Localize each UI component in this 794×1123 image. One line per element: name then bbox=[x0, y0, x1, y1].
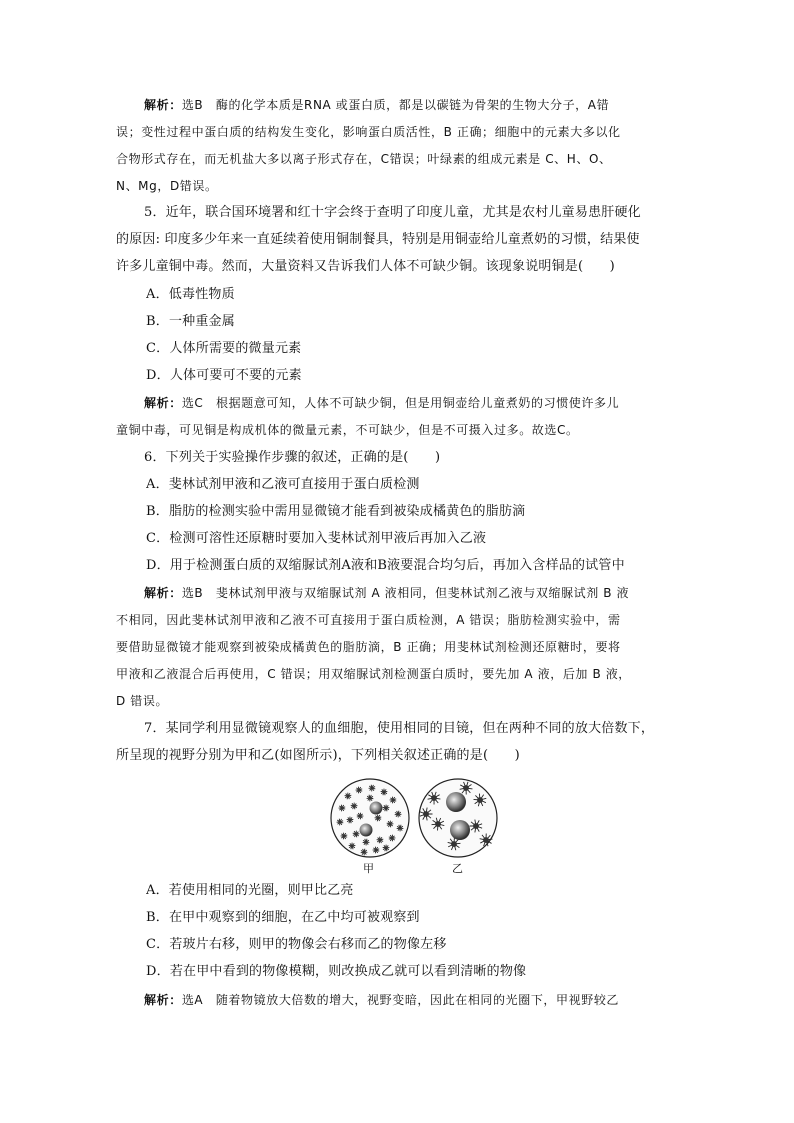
q7-stem-line-2: 所呈现的视野分别为甲和乙(如图所示)，下列相关叙述正确的是( ) bbox=[116, 748, 520, 763]
q4-analysis-line-1: 解析：选B 酶的化学本质是RNA 或蛋白质，都是以碳链为骨架的生物大分子，A错 bbox=[144, 98, 610, 112]
red-blood-cell-yi-2 bbox=[450, 820, 470, 840]
q6-analysis-line-2: 不相同，因此斐林试剂甲液和乙液不可直接用于蛋白质检测，A 错误；脂肪检测实验中，需 bbox=[116, 613, 621, 627]
q7-stem-line-1: 7．某同学利用显微镜观察人的血细胞，使用相同的目镜，但在两种不同的放大倍数下， bbox=[144, 721, 655, 736]
microscope-fields-illustration bbox=[326, 778, 502, 876]
q7-analysis-line-1: 解析：选A 随着物镜放大倍数的增大，视野变暗，因此在相同的光圈下，甲视野较乙 bbox=[144, 993, 620, 1007]
field-yi bbox=[419, 779, 497, 857]
q6-option-b: B．脂肪的检测实验中需用显微镜才能看到被染成橘黄色的脂肪滴 bbox=[146, 504, 526, 519]
red-blood-cell-jia-2 bbox=[360, 824, 373, 837]
q6-analysis-line-3: 要借助显微镜才能观察到被染成橘黄色的脂肪滴，B 正确；用斐林试剂检测还原糖时，要将 bbox=[116, 640, 621, 654]
q6-analysis-line-4: 甲液和乙液混合后再使用，C 错误；用双缩脲试剂检测蛋白质时，要先加 A 液，后加 B 液， bbox=[116, 667, 631, 681]
q5-analysis-line-2: 童铜中毒，可见铜是构成机体的微量元素，不可缺少，但是不可摄入过多。故选C。 bbox=[116, 423, 579, 437]
q6-analysis-line-1: 解析：选B 斐林试剂甲液与双缩脲试剂 A 液相同，但斐林试剂乙液与双缩脲试剂 B 液 bbox=[144, 586, 630, 600]
q5-stem-line-1: 5．近年，联合国环境署和红十字会终于查明了印度儿童，尤其是农村儿童易患肝硬化 bbox=[144, 205, 641, 220]
red-blood-cell-jia-1 bbox=[370, 802, 383, 815]
q6-option-d: D．用于检测蛋白质的双缩脲试剂A液和B液要混合均匀后，再加入含样品的试管中 bbox=[146, 558, 625, 573]
red-blood-cell-yi-1 bbox=[446, 792, 466, 812]
q5-stem-line-3: 许多儿童铜中毒。然而，大量资料又告诉我们人体不可缺少铜。该现象说明铜是( ) bbox=[116, 259, 615, 274]
q5-option-a: A．低毒性物质 bbox=[146, 287, 235, 302]
q6-stem: 6．下列关于实验操作步骤的叙述，正确的是( ) bbox=[144, 450, 441, 465]
q4-analysis-line-4: N、Mg，D错误。 bbox=[116, 179, 218, 193]
q7-option-b: B．在甲中观察到的细胞，在乙中均可被观察到 bbox=[146, 910, 420, 925]
q6-analysis-line-5: D 错误。 bbox=[116, 694, 169, 708]
q5-analysis-line-1: 解析：选C 根据题意可知，人体不可缺少铜，但是用铜壶给儿童煮奶的习惯使许多儿 bbox=[144, 396, 620, 410]
figure-label-jia: 甲 bbox=[363, 862, 374, 875]
field-jia bbox=[331, 779, 409, 857]
figure-label-yi: 乙 bbox=[452, 862, 463, 875]
microscope-figure bbox=[326, 778, 502, 876]
q7-option-d: D．若在甲中看到的物像模糊，则改换成乙就可以看到清晰的物像 bbox=[146, 964, 527, 979]
q5-stem-line-2: 的原因: 印度多少年来一直延续着使用铜制餐具，特别是用铜壶给儿童煮奶的习惯，结果使 bbox=[116, 232, 640, 247]
q5-option-b: B．一种重金属 bbox=[146, 314, 235, 329]
q7-option-c: C．若玻片右移，则甲的物像会右移而乙的物像左移 bbox=[146, 937, 447, 952]
q5-option-c: C．人体所需要的微量元素 bbox=[146, 341, 302, 356]
q6-option-a: A．斐林试剂甲液和乙液可直接用于蛋白质检测 bbox=[146, 477, 420, 492]
q5-option-d: D．人体可要可不要的元素 bbox=[146, 368, 302, 383]
q4-analysis-line-2: 误；变性过程中蛋白质的结构发生变化，影响蛋白质活性，B 正确；细胞中的元素大多以化 bbox=[116, 125, 621, 139]
q7-option-a: A．若使用相同的光圈，则甲比乙亮 bbox=[146, 883, 354, 898]
q6-option-c: C．检测可溶性还原糖时要加入斐林试剂甲液后再加入乙液 bbox=[146, 531, 487, 546]
q4-analysis-line-3: 合物形式存在，而无机盐大多以离子形式存在，C错误；叶绿素的组成元素是 C、H、O、 bbox=[116, 152, 612, 166]
